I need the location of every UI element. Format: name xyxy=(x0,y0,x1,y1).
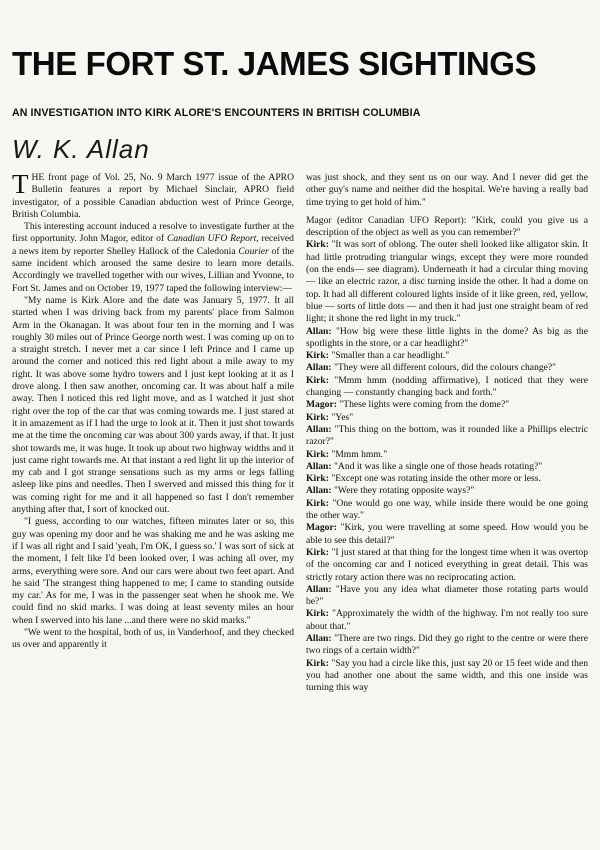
paragraph xyxy=(306,633,588,658)
speaker-label: Allan: xyxy=(306,460,332,472)
speaker-label: Kirk: xyxy=(306,608,329,620)
text-run: (editor Canadian UFO Report): "Kirk, could you give us a description of the object as well as you can remember?" xyxy=(306,214,588,239)
speaker-label: Magor xyxy=(306,214,332,226)
text-run: "Mmm hmm." xyxy=(328,448,388,460)
right-column xyxy=(306,172,588,844)
speaker-label: Kirk: xyxy=(306,350,329,362)
paragraph xyxy=(306,326,588,351)
paragraph xyxy=(12,516,294,627)
speaker-label: Magor: xyxy=(306,522,337,534)
paragraph xyxy=(12,627,294,652)
paragraph xyxy=(12,221,294,295)
paragraph xyxy=(306,172,588,209)
paragraph xyxy=(12,295,294,516)
speaker-label: Magor: xyxy=(306,399,337,411)
text-run: "My name is Kirk Alore and the date was January 5, 1977. It all started when I was driving back from my parents' place from Salmon Arm in the Okanagan. It was about four ten in the morning and I was roughly 30 miles out of Prince George north west. I was coming up on to a straight stretch. I never met a car since I left Prince and I came up around the corner and noticed this red light about a mile away to my right. It was above some hydro towers and I just kept looking at it as I drove along. I then saw another, oncoming car. It was about half a mile away. Then I noticed this red light move, and as I watched it just shot right over the top of the car that was coming towards me. I just stared at it in amazement as if I had the urge to look at it. Then it just shot towards me at the time the oncoming car was about 300 yards away, if that. It just shot towards me, it was huge. It took up about two highway widths and it just came right towards me. At that instant a red light lit up the interior of my cab and I got strange sensations such as my arms or legs falling asleep like pins and needles. Then I swerved and missed this thing for it was coming right for me and it all happened so fast I don't remember anything after that, I sort of knocked out. xyxy=(12,294,294,516)
drop-cap: T xyxy=(12,172,29,199)
paragraph xyxy=(306,375,588,400)
left-column xyxy=(12,172,294,844)
text-run: "Mmm hmm (nodding affirmative), I noticed that they were changing — constantly changing back and forth." xyxy=(306,374,588,399)
paragraph xyxy=(306,215,588,240)
paragraph xyxy=(306,522,588,547)
article-title: THE FORT ST. JAMES SIGHTINGS xyxy=(12,45,537,82)
speaker-label: Kirk: xyxy=(306,546,329,558)
text-run: "It was sort of oblong. The outer shell looked like alligator skin. It had little protruding triangular wings, except they were more rounded (on the ends— see diagram). Underneath it had a circular thing moving — like an electric razor, a disc turning inside the other. It had a dome on top. It had all different coloured lights inside of it like green, red, yellow, blue — sorts of little dots — and then it had just one straight beam of red light; it shone the red light in my truck." xyxy=(306,239,588,325)
speaker-label: Allan: xyxy=(306,325,332,337)
speaker-label: Allan: xyxy=(306,632,332,644)
paragraph xyxy=(306,350,588,362)
speaker-label: Kirk: xyxy=(306,657,329,669)
speaker-label: Kirk: xyxy=(306,374,329,386)
text-run: "Have you any idea what diameter those rotating parts would be?" xyxy=(306,583,588,608)
paragraph xyxy=(306,485,588,497)
text-run: "These lights were coming from the dome?" xyxy=(336,399,510,411)
text-run: "I guess, according to our watches, fifteen minutes later or so, this guy was opening my door and he was shaking me and he was asking me if I was all right and I said 'yeah, I'm OK, I guess so.' I was sort of sick at the moment, I felt like I'd been looked over, I was aching all over, my arms, everything were sore. And our cars were about two feet apart. And he said 'The strangest thing happened to me; I came to standing outside my car.' As for me, I was in the passenger seat when he shook me. We could find no skid marks. I was doing at least seventy miles an hour when I swerved into his lane ...and there were no skid marks." xyxy=(12,516,294,626)
text-run: was just shock, and they sent us on our way. And I never did get the other guy's name and neither did the hospital. We're having a really bad time trying to get hold of him." xyxy=(306,172,588,208)
paragraph xyxy=(12,172,294,221)
author-byline: W. K. Allan xyxy=(12,134,150,164)
article-subtitle: AN INVESTIGATION INTO KIRK ALORE'S ENCOUNTERS IN BRITISH COLUMBIA xyxy=(12,107,421,119)
text-run: "Approximately the width of the highway. I'm not really too sure about that." xyxy=(306,608,588,632)
text-run: "We went to the hospital, both of us, in Vanderhoof, and they checked us over and apparently it xyxy=(12,626,294,651)
paragraph xyxy=(306,239,588,325)
paragraph xyxy=(306,399,588,411)
text-run: "Smaller than a car headlight." xyxy=(328,350,450,362)
paragraph xyxy=(306,449,588,461)
text-run: "Say you had a circle like this, just say 20 or 15 feet wide and then you had another one about the same width, and this one inside was turning this way xyxy=(306,657,588,694)
paragraph xyxy=(306,412,588,424)
italic-text: Canadian UFO Report xyxy=(166,233,257,245)
speaker-label: Allan: xyxy=(306,362,332,374)
paragraph xyxy=(306,498,588,523)
text-run: "Were they rotating opposite ways?" xyxy=(331,485,475,497)
text-run: "How big were these little lights in the dome? As big as the spotlights in the store, or a car headlight?" xyxy=(306,325,588,349)
text-run: HE front page of Vol. 25, No. 9 March 1977 issue of the APRO Bulletin features a report by Michael Sinclair, APRO field investigator, of a possible Canadian abduction west of Prince George, British Columbia. xyxy=(12,172,294,220)
text-run: "They were all different colours, did the colours change?" xyxy=(331,362,557,374)
paragraph xyxy=(306,424,588,449)
speaker-label: Kirk: xyxy=(306,473,329,485)
speaker-label: Allan: xyxy=(306,583,332,595)
speaker-label: Kirk: xyxy=(306,239,329,251)
text-run: "One would go one way, while inside there would be one going the other way." xyxy=(306,497,588,522)
text-run: "Yes" xyxy=(328,411,354,423)
text-run: "And it was like a single one of those heads rotating?" xyxy=(331,460,543,472)
text-run: "There are two rings. Did they go right to the centre or were there two rings of a certain width?" xyxy=(306,632,588,657)
speaker-label: Kirk: xyxy=(306,411,329,423)
speaker-label: Kirk: xyxy=(306,497,329,509)
speaker-label: Kirk: xyxy=(306,448,329,460)
paragraph xyxy=(306,547,588,584)
paragraph xyxy=(306,584,588,609)
paragraph xyxy=(306,608,588,633)
text-run: , received a news item by reporter Shelley Hallock of the Caledonia xyxy=(12,233,294,257)
text-run: This interesting account induced a resolve to investigate further at the first opportunity. John Magor, editor of xyxy=(12,221,294,245)
paragraph xyxy=(306,362,588,374)
speaker-label: Allan: xyxy=(306,485,332,497)
paragraph xyxy=(306,473,588,485)
speaker-label: Allan: xyxy=(306,423,332,435)
text-run: "Except one was rotating inside the other more or less. xyxy=(328,473,541,485)
text-run: "Kirk, you were travelling at some speed. How would you be able to see this detail?" xyxy=(306,522,588,546)
paragraph xyxy=(306,658,588,695)
text-run: "This thing on the bottom, was it rounded like a Phillips electric razor?" xyxy=(306,423,588,448)
text-run: of the same incident which aroused the same desire to learn more details. Accordingly we travelled together with our wives, Lillian and Yvonne, to Fort St. James and on October 19, 1977 taped the following interview:— xyxy=(12,245,294,294)
paragraph xyxy=(306,461,588,473)
text-run: "I just stared at that thing for the longest time when it was overtop of the oncoming car and I noticed everything in great detail. This was strictly rotary action there was no reciprocating action. xyxy=(306,546,588,583)
italic-text: Courier xyxy=(238,245,269,257)
